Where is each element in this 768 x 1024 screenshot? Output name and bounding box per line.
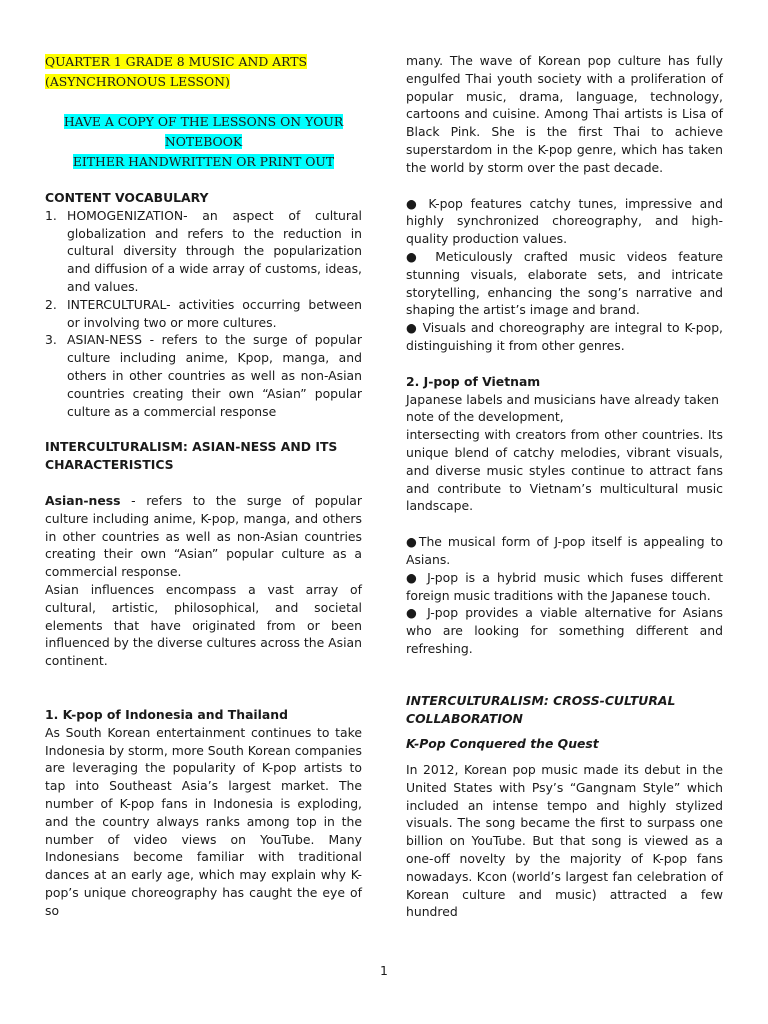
asian-ness-definition bbox=[45, 492, 362, 581]
vocab-heading: CONTENT VOCABULARY bbox=[45, 190, 209, 205]
bullet-icon: ● bbox=[406, 569, 420, 585]
kpop-heading: 1. K-pop of Indonesia and Thailand bbox=[45, 706, 288, 722]
asian-ness-def-text: - refers to the surge of popular culture including anime, K-pop, manga, and others in other countries as well as non-Asian countries creating their own “Asian” popular culture as a commercial response. bbox=[45, 492, 362, 580]
bullet-text: J-pop is a hybrid music which fuses different foreign music traditions with the Japanese touch. bbox=[406, 569, 723, 603]
instructions bbox=[45, 112, 362, 172]
vocab-number: 1. bbox=[45, 207, 57, 223]
vocab-number: 3. bbox=[45, 332, 57, 348]
asian-ness-term: Asian-ness bbox=[45, 492, 121, 508]
vocab-item bbox=[45, 207, 362, 296]
kpop-quest-subheading: K-Pop Conquered the Quest bbox=[406, 736, 599, 752]
kpop-paragraph: As South Korean entertainment continues to take Indonesia by storm, more South Korean companies are leveraging the popularity of K-pop artists to tap into Southeast Asia’s largest market. The number of K-pop fans in Indonesia is exploding, and the country always ranks among top in the number of video views on YouTube. Many Indonesians become familiar with traditional dances at an early age, which may explain why K-pop’s unique choreography has caught the eye of so bbox=[45, 724, 362, 918]
kpop-bullet bbox=[406, 319, 723, 355]
kpop-bullet bbox=[406, 195, 723, 248]
kpop-paragraph-continued: many. The wave of Korean pop culture has fully engulfed Thai youth society with a proliferation of popular music, drama, language, technology, cartoons and cuisine. Among Thai artists is Lisa of Black Pink. She is the first Thai to achieve superstardom in the K-pop genre, which has taken the world by storm over the past decade. bbox=[406, 53, 723, 175]
vocab-text: ASIAN-NESS - refers to the surge of popular culture including anime, Kpop, manga, and others in other countries as well as non-Asian countries creating their own “Asian” popular culture as a commercial response bbox=[67, 332, 362, 419]
vocab-list bbox=[45, 207, 362, 421]
jpop-bullet bbox=[406, 533, 723, 569]
bullet-icon: ● bbox=[406, 248, 425, 264]
bullet-text: K-pop features catchy tunes, impressive and highly synchronized choreography, and high-quality production values. bbox=[406, 195, 723, 247]
vocab-number: 2. bbox=[45, 296, 57, 312]
bullet-icon: ● bbox=[406, 534, 419, 550]
jpop-bullet bbox=[406, 569, 723, 605]
jpop-bullet bbox=[406, 604, 723, 657]
bullet-text: Visuals and choreography are integral to K-pop, distinguishing it from other genres. bbox=[406, 320, 723, 353]
title-line-1: QUARTER 1 GRADE 8 MUSIC AND ARTS bbox=[45, 54, 307, 69]
instructions-line-2: NOTEBOOK bbox=[164, 134, 243, 149]
left-column bbox=[45, 52, 362, 919]
lesson-title bbox=[45, 52, 362, 92]
instructions-line-3: EITHER HANDWRITTEN OR PRINT OUT bbox=[72, 154, 335, 169]
jpop-paragraph-2: intersecting with creators from other countries. Its unique blend of catchy melodies, vibrant visuals, and diverse music styles continue to attract fans and contribute to Vietnam’s multicultural music landscape. bbox=[406, 427, 723, 514]
bullet-text: Meticulously crafted music videos feature stunning visuals, elaborate sets, and intricate storytelling, enhancing the song’s narrative and shaping the artist’s image and brand. bbox=[406, 248, 723, 318]
vocab-text: HOMOGENIZATION- an aspect of cultural globalization and refers to the reduction in cultural diversity through the popularization and diffusion of a wide array of customs, ideas, and values. bbox=[67, 207, 362, 294]
bullet-text: The musical form of J-pop itself is appealing to Asians. bbox=[406, 534, 724, 567]
bullet-text: J-pop provides a viable alternative for Asians who are looking for something different and refreshing. bbox=[406, 605, 723, 656]
page-number: 1 bbox=[380, 963, 388, 978]
asian-influences-paragraph: Asian influences encompass a vast array of cultural, artistic, philosophical, and societal elements that have originated from or been influenced by the diverse cultures across the Asian continent. bbox=[45, 581, 362, 669]
instructions-line-1: HAVE A COPY OF THE LESSONS ON YOUR bbox=[63, 114, 344, 129]
right-column bbox=[406, 52, 723, 921]
bullet-icon: ● bbox=[406, 195, 421, 211]
section-heading-asian-ness: INTERCULTURALISM: ASIAN-NESS AND ITS CHARACTERISTICS bbox=[45, 439, 338, 473]
jpop-heading: 2. J-pop of Vietnam bbox=[406, 373, 541, 389]
title-line-2: (ASYNCHRONOUS LESSON) bbox=[45, 74, 230, 89]
section-heading-collaboration: INTERCULTURALISM: CROSS-CULTURAL COLLABORATION bbox=[406, 692, 676, 726]
vocab-item bbox=[45, 331, 362, 420]
jpop-paragraph-1: Japanese labels and musicians have already taken note of the development, bbox=[406, 391, 719, 425]
vocab-text: INTERCULTURAL- activities occurring between or involving two or more cultures. bbox=[67, 296, 362, 330]
kpop-bullet bbox=[406, 248, 723, 319]
bullet-icon: ● bbox=[406, 605, 420, 621]
collaboration-paragraph: In 2012, Korean pop music made its debut in the United States with Psy’s “Gangnam Style” which included an intense tempo and highly stylized visuals. The song became the first to surpass one billion on YouTube. But that song is viewed as a one-off novelty by the majority of K-pop fans nowadays. Kcon (world’s largest fan celebration of Korean culture and music) attracted a few hundred bbox=[406, 762, 723, 920]
vocab-item bbox=[45, 296, 362, 332]
bullet-icon: ● bbox=[406, 320, 418, 336]
